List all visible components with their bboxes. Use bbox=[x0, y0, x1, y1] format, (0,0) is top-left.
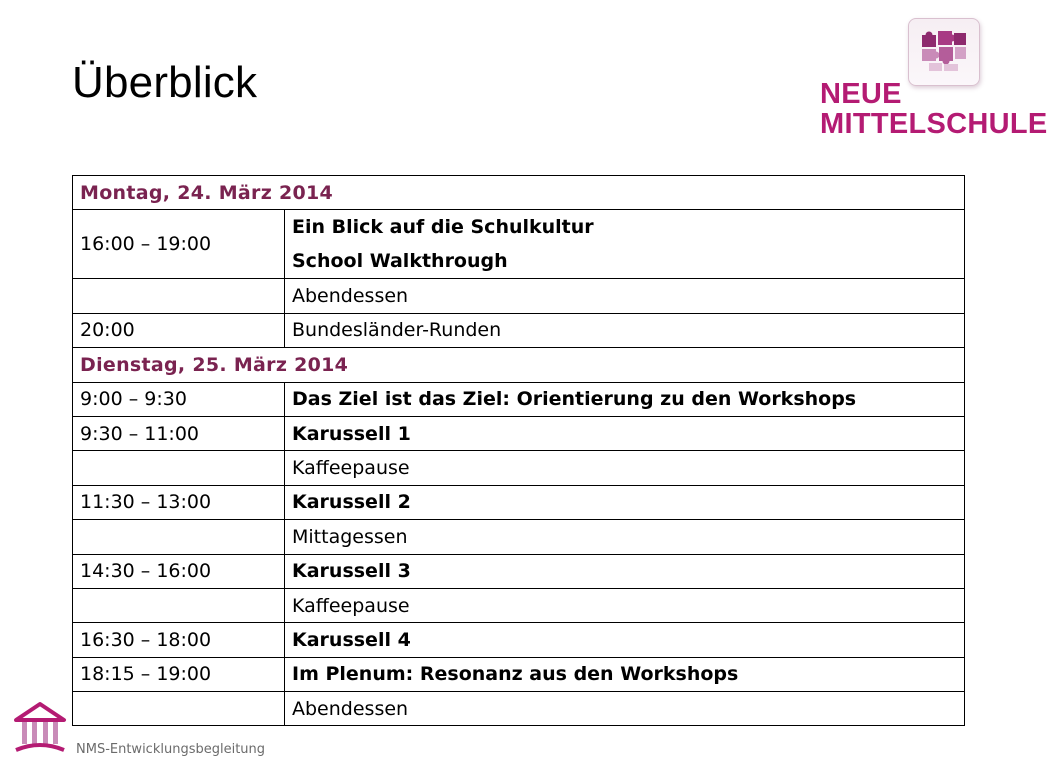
table-row bbox=[73, 210, 965, 279]
table-row bbox=[73, 382, 965, 416]
session-line: School Walkthrough bbox=[292, 250, 508, 273]
table-row bbox=[73, 588, 965, 622]
day-heading: Montag, 24. März 2014 bbox=[73, 176, 965, 210]
table-row bbox=[73, 554, 965, 588]
time-cell bbox=[73, 451, 285, 485]
logo-line-neue: NEUE bbox=[820, 78, 902, 110]
neue-mittelschule-logo bbox=[812, 10, 1048, 150]
logo-line-mittelschule: MITTELSCHULE bbox=[820, 108, 1048, 140]
slide-title: Überblick bbox=[72, 58, 258, 107]
time-cell: 18:15 – 19:00 bbox=[73, 657, 285, 691]
session-cell: Karussell 4 bbox=[285, 623, 965, 657]
session-cell bbox=[285, 210, 965, 279]
session-cell: Mittagessen bbox=[285, 520, 965, 554]
time-cell bbox=[73, 588, 285, 622]
session-cell: Karussell 3 bbox=[285, 554, 965, 588]
session-cell: Abendessen bbox=[285, 692, 965, 726]
session-cell: Das Ziel ist das Ziel: Orientierung zu den Workshops bbox=[285, 382, 965, 416]
time-cell bbox=[73, 692, 285, 726]
session-cell: Karussell 1 bbox=[285, 416, 965, 450]
session-cell: Abendessen bbox=[285, 279, 965, 313]
session-line: Ein Blick auf die Schulkultur bbox=[292, 216, 594, 239]
session-cell: Kaffeepause bbox=[285, 451, 965, 485]
time-cell: 9:00 – 9:30 bbox=[73, 382, 285, 416]
table-row bbox=[73, 313, 965, 347]
time-cell: 9:30 – 11:00 bbox=[73, 416, 285, 450]
puzzle-logo-icon bbox=[908, 18, 980, 86]
time-cell: 11:30 – 13:00 bbox=[73, 485, 285, 519]
table-row bbox=[73, 485, 965, 519]
session-cell: Kaffeepause bbox=[285, 588, 965, 622]
day-heading: Dienstag, 25. März 2014 bbox=[73, 348, 965, 382]
session-cell: Bundesländer-Runden bbox=[285, 313, 965, 347]
time-cell: 16:30 – 18:00 bbox=[73, 623, 285, 657]
day-heading-row bbox=[73, 176, 965, 210]
time-cell bbox=[73, 520, 285, 554]
session-cell: Karussell 2 bbox=[285, 485, 965, 519]
table-row bbox=[73, 520, 965, 554]
footer-text: NMS-Entwicklungsbegleitung bbox=[76, 742, 266, 757]
table-row bbox=[73, 657, 965, 691]
table-row bbox=[73, 692, 965, 726]
schedule-table bbox=[72, 175, 965, 726]
time-cell: 16:00 – 19:00 bbox=[73, 210, 285, 279]
table-row bbox=[73, 623, 965, 657]
table-row bbox=[73, 451, 965, 485]
table-row bbox=[73, 416, 965, 450]
session-cell: Im Plenum: Resonanz aus den Workshops bbox=[285, 657, 965, 691]
time-cell: 14:30 – 16:00 bbox=[73, 554, 285, 588]
day-heading-row bbox=[73, 348, 965, 382]
time-cell bbox=[73, 279, 285, 313]
nms-building-icon bbox=[12, 700, 68, 758]
table-row bbox=[73, 279, 965, 313]
time-cell: 20:00 bbox=[73, 313, 285, 347]
